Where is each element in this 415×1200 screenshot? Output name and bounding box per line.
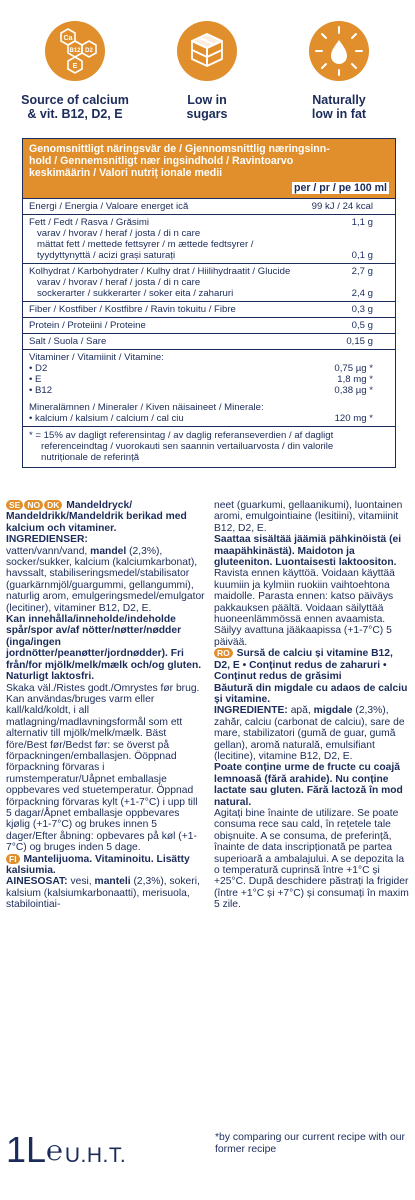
calcium-vitamins-hexagon-icon <box>44 20 106 82</box>
salt-value: 0,15 g <box>346 336 373 347</box>
low-fat-drop-icon <box>308 20 370 82</box>
nutrition-row-energy: Energi / Energia / Valoare energet ică 99 kJ / 24 kcal <box>23 198 395 214</box>
nutrition-row-fat: Fett / Fedt / Rasva / Grăsimi 1,1 g varav / hvorav / heraf / josta / di n care mättat fett / mettede fettsyrer / m ættede fedtsyrer / tyydyttynyttä / acizi grași saturați 0,1 g <box>23 214 395 263</box>
nutrition-row-carb: Kolhydrat / Karbohydrater / Kulhy drat / Hiilihydraatit / Glucide 2,7 g varav / hvorav / heraf / josta / di n care sockerarter / sukkerarter / soker eita / zaharuri 2,4 g <box>23 263 395 301</box>
product-title-se: Mandeldryck/ Mandeldrikk/Mandeldrik berikad med kalcium och vitaminer. <box>6 500 187 534</box>
carb-value: 2,7 g <box>351 266 373 277</box>
badge-ca: Ca <box>63 35 73 42</box>
sugar-cube-icon <box>176 20 238 82</box>
nutrition-row-salt: Salt / Suola / Sare 0,15 g <box>23 333 395 349</box>
allergen-info-fi: Saattaa sisältää jäämiä pähkinöistä (ei maapähkinästä). Maidoton ja gluteeniton. Luontaisesti laktoositon. <box>214 534 402 569</box>
product-title-ro: Sursă de calciu și vitamine B12, D2, E • Conținut redus de zaharuri • Conținut redus de grăsimi <box>214 648 393 683</box>
volume-footer <box>0 1126 415 1186</box>
ingredients-heading-fi: AINESOSAT: <box>6 876 68 888</box>
claims-row <box>0 14 415 132</box>
badge-b12: B12 <box>69 48 81 54</box>
allergen-info-ro: Poate conține urme de fructe cu coajă lemnoasă (fără arahide). Nu conține lactate sau gluten. Fără lactoză în mod natural. <box>214 762 403 808</box>
estimated-sign-icon: ℮ <box>46 1135 63 1166</box>
volume-mark <box>6 1130 126 1176</box>
claim-calcium-text: Source of calcium & vit. B12, D2, E <box>21 93 129 121</box>
country-code-se: SE <box>6 500 23 510</box>
uht-label: U.H.T. <box>64 1144 127 1167</box>
claim-calcium <box>10 14 140 121</box>
badge-e: E <box>72 63 78 70</box>
calcium-value: 120 mg * <box>334 413 373 424</box>
product-title-fi: Mantelijuoma. Vitaminoitu. Lisätty kalsiumia. <box>6 853 190 876</box>
fibre-value: 0,3 g <box>351 304 373 315</box>
ingredients-fi-ro: neet (guarkumi, gellaanikumi), luontainen aromi, emulgointiaine (lesitiini), vitamiinit B12, D2, E. Saattaa sisältää jäämiä pähkinöistä (ei maapähkinästä). Maidoton ja gluteeniton. Luontaisesti laktoositon. Ravista ennen käyttöä. Voidaan käyttää kuumiin ja kylmiin ruokiin vaihtoehtona maidolle. Parasta ennen: katso päiväys pakkauksen päältä. Voidaan säilyttää huoneenlämmössä ennen avaamista. Säilyy avattuna jääkaapissa (+1-7°C) 5 päivää. RO Sursă de calciu și vitamine B12, D2, E • Conținut redus de zaharuri • Conținut redus de grăsimi Băutură din migdale cu adaos de calciu și vitamine. INGREDIENTE: apă, migdale (2,3%), zahăr, calciu (carbonat de calciu), sare de mare, stabilizatori (gumă de guar, gumă gellan), aromă naturală, emulsifiant (lecitine), vitamine B12, D2, E. Poate conține urme de fructe cu coajă lemnoasă (fără arahide). Nu conține lactate sau gluten. Fără lactoză în mod natural. Agitați bine înainte de utilizare. Se poate consuma rece sau cald, în rețetele tale obișnuite. A se consuma, de preferință, înainte de data inscripționată pe partea superioară a ambalajului. A se depozita la o temperatură cuprinsă între +1°C și +25°C. După deschidere păstrați la frigider (între +1°C și +7°C) și consumați în maxim 5 zile. <box>214 500 409 911</box>
sugars-value: 2,4 g <box>351 288 373 299</box>
product-subtitle-ro: Băutură din migdale cu adaos de calciu și vitamine. <box>214 682 408 705</box>
nutrition-row-protein: Protein / Proteiini / Proteine 0,5 g <box>23 317 395 333</box>
nutrition-header <box>23 139 395 198</box>
nutrition-row-vitamins: Vitaminer / Vitamiinit / Vitamine: • D2 0,75 µg * • E 1,8 mg * • B12 0,38 µg * Mineralämnen / Mineraler / Kiven näisaineet / Minerale: • kalcium / kalsium / calcium / cal ciu 120 mg * <box>23 349 395 426</box>
nutrition-title-line: hold / Gennemsnitligt nær ingsindhold / Ravintoarvo <box>29 155 294 167</box>
recipe-footnote: *by comparing our current recipe with our former recipe <box>215 1132 406 1155</box>
allergen-info-se: Kan innehålla/inneholde/indeholde spår/spor av/af nötter/nøtter/nødder (inga/ingen jordnötter/peanøtter/jordnødder). Fri från/for mjölk/melk/mælk och/og gluten. Naturligt laktosfri. <box>6 614 202 683</box>
protein-value: 0,5 g <box>351 320 373 331</box>
country-code-dk: DK <box>44 500 62 510</box>
volume-text: 1L <box>6 1129 47 1170</box>
nutrition-row-fibre: Fiber / Kostfiber / Kostfibre / Ravin tokuitu / Fibre 0,3 g <box>23 301 395 317</box>
badge-d2: D2 <box>85 48 93 54</box>
storage-info-ro: Agitați bine înainte de utilizare. Se poate consuma rece sau cald, în rețetele tale obișnuite. A se consuma, de preferință, înainte de data inscripționată pe partea superioară a ambalajului. A se depozita la o temperatură cuprinsă între +1°C și +25°C. După deschidere păstrați la frigider (între +1°C și +7°C) și consumați în maxim 5 zile. <box>214 807 409 911</box>
ingredients-fi-cont: neet (guarkumi, gellaanikumi), luontainen aromi, emulgointiaine (lesitiini), vitamiinit B12, D2, E. <box>214 500 403 534</box>
claim-fat <box>274 14 404 121</box>
ingredients-scandinavian: SE NO DK Mandeldryck/ Mandeldrikk/Mandeldrik berikad med kalcium och vitaminer. INGREDIENSER: vatten/vann/vand, mandel (2,3%), socker/sukker, kalcium (kalciumkarbonat), havssalt, stabiliseringsmedel/stabilisator (guarkärnmjöl/guargummi, gellangummi), naturlig arom, emulgeringsmedel/emulgator (lecitiner), vitaminer B12, D2, E. Kan innehålla/inneholde/indeholde spår/spor av/af nötter/nøtter/nødder (inga/ingen jordnötter/peanøtter/jordnødder). Fri från/for mjölk/melk/mælk och/og gluten. Naturligt laktosfri. Skaka väl./Ristes godt./Omrystes før brug. Kan användas/bruges varm eller kall/kald/koldt, i all matlagning/madlavningsformål som ett alternativ till mjölk/melk/mælk. Bäst före/Best før/Bedst før: se överst på förpackningen/emballasjen. Ööppnad förpackning förvaras i rumstemperatur/Uåpnet emballasje oppbevares ved stuetemperatur. Öppnad förpackning förvaras kylt (+1-7°C) i upp till 5 dagar/Åpnet emballasje oppbevares kjølig (+1-7°C) og brukes innen 5 dager/Efter åbning: opbevares på køl (+1-7°C) og bruges inden 5 dage. FI Mantelijuoma. Vitaminoitu. Lisätty kalsiumia. AINESOSAT: vesi, manteli (2,3%), sokeri, kalsium (kalsiumkarbonaatti), merisuola, stabilointiai- <box>6 500 205 911</box>
ingredients-heading-ro: INGREDIENTE: <box>214 705 288 717</box>
nutrition-table <box>22 138 396 468</box>
vitamin-d2-value: 0,75 µg * <box>334 363 373 374</box>
vitamin-b12-value: 0,38 µg * <box>334 385 373 396</box>
claim-sugar-text: Low in sugars <box>186 93 228 121</box>
energy-value: 99 kJ / 24 kcal <box>311 201 373 212</box>
nutrition-title-line: Genomsnittligt näringsvär de / Gjennomsnittlig næringsinn- <box>29 143 330 155</box>
nutrition-title-line: keskimäärin / Valori nutriț ionale medii <box>29 167 223 179</box>
fat-value: 1,1 g <box>351 217 373 228</box>
ingredients-heading: INGREDIENSER: <box>6 534 88 546</box>
country-code-no: NO <box>24 500 43 510</box>
reference-intake-note: * = 15% av dagligt referensintag / av daglig referanseverdien / af dagligt referenceindtag / vuorokauti sen saannin vertailuarvosta / din valorile nutriționale de referință <box>23 426 395 467</box>
vitamin-e-value: 1,8 mg * <box>337 374 373 385</box>
nutrition-per-100ml: per / pr / pe 100 ml <box>293 182 387 194</box>
storage-info-se: Skaka väl./Ristes godt./Omrystes før brug. Kan användas/bruges varm eller kall/kald/koldt, i all matlagning/madlavningsformål som ett alternativ till mjölk/melk/mælk. Bäst före/Best før/Bedst før: se överst på förpackningen/emballasjen. Ööppnad förpackning förvaras i rumstemperatur/Uåpnet emballasje oppbevares ved stuetemperatur. Öppnad förpackning förvaras kylt (+1-7°C) i upp till 5 dagar/Åpnet emballasje oppbevares kjølig (+1-7°C) og brukes innen 5 dager/Efter åbning: opbevares på køl (+1-7°C) og bruges inden 5 dage. <box>6 682 200 854</box>
country-code-ro: RO <box>214 648 233 658</box>
saturated-fat-value: 0,1 g <box>351 250 373 261</box>
claim-fat-text: Naturally low in fat <box>311 93 367 121</box>
claim-sugar <box>142 14 272 121</box>
country-code-fi: FI <box>6 854 20 864</box>
storage-info-fi: Ravista ennen käyttöä. Voidaan käyttää kuumiin ja kylmiin ruokiin vaihtoehtona maidolle. Parasta ennen: katso päiväys pakkauksen päältä. Voidaan säilyttää huoneenlämmössä ennen avaamista. Säilyy avattuna jääkaapissa (+1-7°C) 5 päivää. <box>214 568 395 648</box>
